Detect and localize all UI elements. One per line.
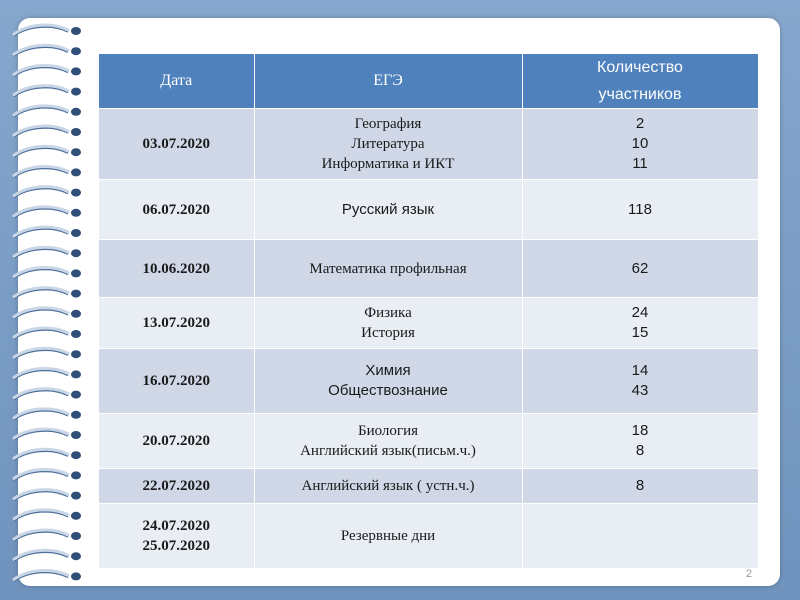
subject-cell — [254, 298, 522, 349]
header-count-line-1: Количество — [597, 59, 683, 76]
date-cell-line: 03.07.2020 — [142, 136, 210, 152]
table-header-row — [99, 54, 758, 109]
spiral-ring — [14, 288, 81, 299]
subject-cell-line: Русский язык — [341, 200, 435, 218]
spiral-ring — [14, 45, 81, 56]
count-cell — [522, 504, 758, 568]
subject-cell-line: История — [361, 325, 415, 341]
date-cell — [99, 298, 254, 349]
date-cell-line: 24.07.2020 — [142, 517, 210, 534]
table-row — [99, 180, 758, 240]
count-cell-line: 8 — [635, 477, 645, 494]
subject-cell-line: Химия — [365, 362, 411, 379]
date-cell-line: 16.07.2020 — [142, 373, 210, 389]
count-cell — [522, 349, 758, 414]
count-cell-line: 2 — [635, 115, 645, 132]
table-row — [99, 349, 758, 414]
subject-cell — [254, 349, 522, 414]
count-cell-line: 10 — [631, 135, 649, 152]
subject-cell — [254, 469, 522, 504]
count-cell-line: 15 — [631, 324, 649, 341]
subject-cell-line: География — [354, 116, 422, 132]
date-cell-line: 20.07.2020 — [142, 433, 210, 449]
count-cell — [522, 469, 758, 504]
count-cell-line: 118 — [628, 200, 652, 218]
table-row — [99, 109, 758, 180]
date-cell-line: 06.07.2020 — [142, 201, 210, 218]
spiral-ring — [14, 65, 81, 76]
subject-cell-line: Английский язык ( устн.ч.) — [301, 478, 475, 494]
header-count-line-2: участников — [598, 86, 682, 103]
spiral-ring — [14, 106, 81, 117]
spiral-ring — [14, 227, 81, 238]
count-cell — [522, 109, 758, 180]
count-cell — [522, 414, 758, 469]
spiral-ring — [14, 469, 81, 480]
table-row — [99, 504, 758, 568]
table-row — [99, 240, 758, 298]
date-cell — [99, 240, 254, 298]
count-cell-line: 18 — [631, 422, 649, 439]
subject-cell-line: Литература — [351, 136, 425, 152]
spiral-ring — [14, 86, 81, 97]
table-row — [99, 469, 758, 504]
spiral-ring — [14, 328, 81, 339]
table-row — [99, 298, 758, 349]
date-cell — [99, 469, 254, 504]
date-cell — [99, 504, 254, 568]
spiral-ring — [14, 570, 81, 581]
date-cell — [99, 109, 254, 180]
header-exam: ЕГЭ — [254, 54, 522, 109]
count-cell-line: 43 — [631, 382, 649, 399]
subject-cell — [254, 504, 522, 568]
page-number: 2 — [745, 568, 752, 580]
spiral-binding-decoration — [6, 18, 92, 586]
count-cell-line: 62 — [631, 259, 649, 277]
count-cell-line: 8 — [635, 442, 645, 459]
date-cell — [99, 180, 254, 240]
count-cell — [522, 298, 758, 349]
spiral-ring — [14, 187, 81, 198]
spiral-ring — [14, 530, 81, 541]
count-cell — [522, 180, 758, 240]
date-cell — [99, 349, 254, 414]
subject-cell-line: Резервные дни — [340, 527, 436, 544]
table-row — [99, 414, 758, 469]
spiral-ring — [14, 247, 81, 258]
subject-cell — [254, 180, 522, 240]
spiral-ring — [14, 25, 81, 36]
spiral-ring — [14, 348, 81, 359]
subject-cell — [254, 240, 522, 298]
spiral-ring — [14, 308, 81, 319]
subject-cell-line: Математика профильная — [309, 260, 467, 277]
spiral-ring — [14, 267, 81, 278]
spiral-ring — [14, 409, 81, 420]
subject-cell-line: Физика — [364, 305, 412, 321]
count-cell-line: 11 — [632, 155, 648, 172]
subject-cell — [254, 414, 522, 469]
spiral-ring — [14, 389, 81, 400]
date-cell-line: 13.07.2020 — [142, 315, 210, 331]
header-participants-count — [522, 54, 758, 109]
spiral-ring — [14, 146, 81, 157]
date-cell-line: 25.07.2020 — [142, 537, 210, 554]
subject-cell — [254, 109, 522, 180]
date-cell-line: 22.07.2020 — [142, 478, 210, 494]
subject-cell-line: Английский язык(письм.ч.) — [300, 443, 476, 459]
date-cell — [99, 414, 254, 469]
spiral-ring — [14, 550, 81, 561]
date-cell-line: 10.06.2020 — [142, 260, 210, 277]
subject-cell-line: Обществознание — [328, 382, 448, 399]
spiral-ring — [14, 449, 81, 460]
subject-cell-line: Информатика и ИКТ — [321, 156, 455, 172]
count-cell-line: 14 — [631, 362, 649, 379]
subject-cell-line: Биология — [357, 423, 418, 439]
spiral-ring — [14, 490, 81, 501]
spiral-ring — [14, 207, 81, 218]
spiral-ring — [14, 166, 81, 177]
spiral-ring — [14, 126, 81, 137]
count-cell-line: 24 — [631, 304, 649, 321]
header-date: Дата — [99, 54, 254, 109]
spiral-ring — [14, 429, 81, 440]
exam-schedule-table — [99, 54, 759, 568]
spiral-ring — [14, 510, 81, 521]
spiral-ring — [14, 368, 81, 379]
count-cell — [522, 240, 758, 298]
